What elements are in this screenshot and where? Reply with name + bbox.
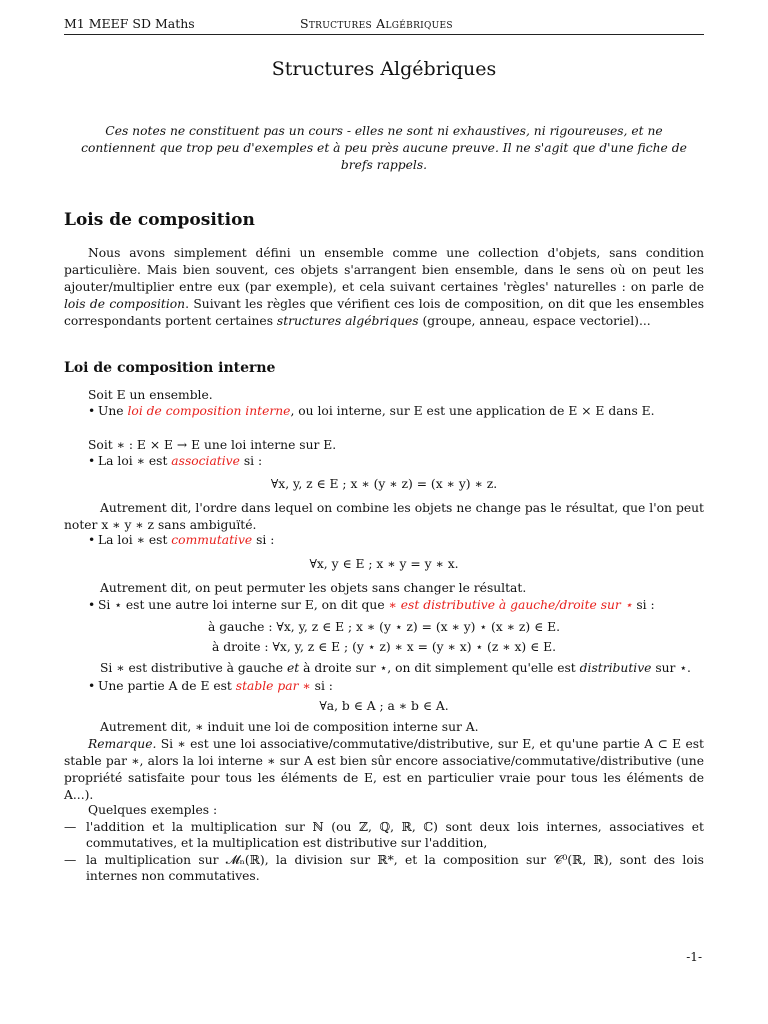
comm-def: • La loi ∗ est commutative si :: [88, 533, 275, 547]
intro-paragraph: Nous avons simplement défini un ensemble comme une collection d'objets, sans condition particulière. Mais bien souvent, ces objets s'arrangent bien ensemble, dans le sens où on peut les ajouter/multiplier entre eux (par exemple), et cela suivant certaines 'règles' naturelles : on parle de lois de composition. Suivant les règles que vérifient ces lois de composition, on dit que les ensembles correspondants portent certaines structures algébriques (groupe, anneau, espace vectoriel)...: [64, 246, 705, 328]
list-item: — la multiplication sur 𝓜ₙ(ℝ), la division sur ℝ*, et la composition sur 𝒞⁰(ℝ, ℝ), sont des lois internes non commutatives.: [64, 853, 704, 883]
subsection-title: Loi de composition interne: [64, 360, 276, 376]
header-title: Structures Algébriques: [300, 16, 453, 31]
term-commutative: commutative: [171, 533, 253, 547]
stable-comment: Autrement dit, ∗ induit une loi de composition interne sur A.: [100, 720, 479, 734]
examples-title: Quelques exemples :: [88, 803, 218, 817]
bullet-icon: •: [88, 598, 96, 612]
bullet-icon: •: [88, 404, 96, 418]
term-loi-composition-interne: loi de composition interne: [127, 404, 291, 418]
term-distributive: ∗ est distributive à gauche/droite sur ⋆: [388, 598, 633, 612]
abstract: Ces notes ne constituent pas un cours - elles ne sont ni exhaustives, ni rigoureuses, et ne contiennent que trop peu d'exemples et à peu près aucune preuve. Il ne s'agit que d'une fiche de brefs rappels.: [81, 124, 687, 172]
header-course: M1 MEEF SD Maths: [64, 16, 195, 31]
document-title: Structures Algébriques: [271, 58, 497, 80]
term-stable-par: stable par ∗: [235, 679, 311, 693]
dist-def: • Si ⋆ est une autre loi interne sur E, on dit que ∗ est distributive à gauche/droite sur ⋆ si :: [88, 598, 655, 612]
soit-star-line: Soit ∗ : E × E → E une loi interne sur E.: [88, 438, 337, 452]
assoc-formula: ∀x, y, z ∈ E ; x ∗ (y ∗ z) = (x ∗ y) ∗ z.: [270, 477, 498, 491]
comm-comment: Autrement dit, on peut permuter les objets sans changer le résultat.: [100, 581, 527, 595]
def-loi-interne: • Une loi de composition interne, ou loi interne, sur E est une application de E × E dans E.: [88, 404, 655, 418]
section-title: Lois de composition: [64, 210, 255, 230]
running-header: [64, 16, 704, 35]
soit-e-line: Soit E un ensemble.: [88, 388, 213, 402]
dist-comment: Si ∗ est distributive à gauche et à droite sur ⋆, on dit simplement qu'elle est distributive sur ⋆.: [100, 661, 691, 675]
dist-right-formula: à droite : ∀x, y, z ∈ E ; (y ⋆ z) ∗ x = (y ∗ x) ⋆ (z ∗ x) ∈ E.: [211, 640, 557, 654]
dist-left-formula: à gauche : ∀x, y, z ∈ E ; x ∗ (y ⋆ z) = (x ∗ y) ⋆ (x ∗ z) ∈ E.: [208, 620, 560, 634]
remark-label: Remarque.: [88, 737, 157, 751]
stable-def: • Une partie A de E est stable par ∗ si :: [88, 679, 333, 693]
comm-formula: ∀x, y ∈ E ; x ∗ y = y ∗ x.: [309, 557, 459, 571]
term-structures-algebriques: structures algébriques: [276, 314, 419, 328]
bullet-icon: •: [88, 679, 96, 693]
stable-formula: ∀a, b ∈ A ; a ∗ b ∈ A.: [319, 699, 449, 713]
term-associative: associative: [171, 454, 240, 468]
bullet-icon: •: [88, 533, 96, 547]
assoc-comment: Autrement dit, l'ordre dans lequel on combine les objets ne change pas le résultat, que l'on peut noter x ∗ y ∗ z sans ambiguïté.: [64, 501, 704, 532]
assoc-def: • La loi ∗ est associative si :: [88, 454, 263, 468]
term-lois-de-composition: lois de composition: [64, 297, 186, 311]
page-number: -1-: [686, 950, 702, 964]
bullet-icon: •: [88, 454, 96, 468]
remark-paragraph: Remarque. Si ∗ est une loi associative/commutative/distributive, sur E, et qu'une partie A ⊂ E est stable par ∗, alors la loi interne ∗ sur A est bien sûr encore associative/commutative/distributive (une propriété satisfaite pour tous les éléments de E, est en particulier vraie pour tous les éléments de A...).: [64, 737, 704, 802]
list-item: — l'addition et la multiplication sur ℕ (ou ℤ, ℚ, ℝ, ℂ) sont deux lois internes, associatives et commutatives, et la multiplication est distributive sur l'addition,: [64, 820, 704, 850]
